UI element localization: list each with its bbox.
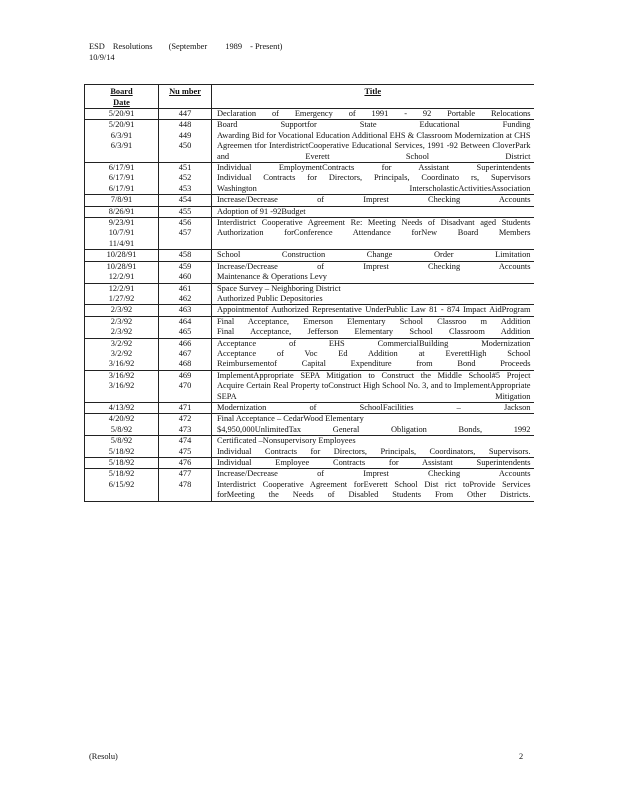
row-title: Awarding Bid for Vocational Education Additional EHS & Classroom Modernization at CHS (217, 130, 531, 140)
table-row (85, 272, 534, 283)
row-number: 454 (159, 195, 212, 206)
row-number: 463 (159, 305, 212, 316)
row-board-date: 2/3/92 (85, 305, 159, 316)
row-number: 469 (159, 370, 212, 381)
row-number: 476 (159, 458, 212, 469)
row-title: School Construction Change Order Limitation (212, 250, 534, 261)
row-number: 461 (159, 283, 212, 294)
table-row (85, 120, 534, 131)
row-number: 453 (159, 184, 212, 195)
row-title: Acceptance of EHS CommercialBuilding Modernization (212, 338, 534, 349)
table-row (85, 349, 534, 359)
row-title: Modernization of SchoolFacilities – Jackson (212, 402, 534, 413)
row-board-date: 6/15/92 (85, 480, 159, 501)
row-board-date: 8/26/91 (85, 206, 159, 217)
col-header-date: Date (113, 98, 130, 107)
table-row (85, 173, 534, 183)
row-number: 472 (159, 414, 212, 425)
table-row (85, 338, 534, 349)
row-title: Authorization forConference Attendance forNew Board Members (217, 228, 531, 238)
row-board-date: 7/8/91 (85, 195, 159, 206)
header-range-start: (September (168, 42, 208, 51)
row-number: 474 (159, 436, 212, 447)
table-row (85, 458, 534, 469)
header-date: 10/9/14 (89, 53, 115, 62)
table-row (85, 402, 534, 413)
row-title: Certificated –Nonsupervisory Employees (212, 436, 534, 447)
table-row (85, 436, 534, 447)
col-header-board-date (85, 85, 159, 109)
table-row (85, 206, 534, 217)
col-header-board: Board (110, 87, 133, 96)
table-row (85, 294, 534, 305)
row-board-date: 2/3/92 (85, 316, 159, 327)
row-board-date: 3/16/92 (85, 359, 159, 370)
row-number: 473 (159, 425, 212, 436)
footer-label: (Resolu) (89, 752, 118, 761)
row-title: Acceptance of Voc Ed Addition at EverettHigh School (217, 348, 531, 358)
table-row (85, 141, 534, 162)
row-board-date: 3/16/92 (85, 370, 159, 381)
header-title-line (89, 41, 282, 52)
resolutions-table (84, 84, 534, 502)
table-row (85, 381, 534, 402)
table-header-row (85, 85, 534, 109)
row-number: 462 (159, 294, 212, 305)
row-number: 451 (159, 163, 212, 174)
row-title: Individual EmploymentContracts for Assistant Superintendents (212, 163, 534, 174)
row-board-date: 9/23/91 (85, 218, 159, 229)
row-title: Interdistrict Cooperative Agreement forEverett School Dist rict toProvide Services forMeeting the Needs of Disabled Students From Other Districts. (212, 480, 534, 501)
row-number: 460 (159, 272, 212, 283)
row-number: 455 (159, 206, 212, 217)
table-row (85, 469, 534, 480)
row-number: 475 (159, 447, 212, 458)
table-row (85, 414, 534, 425)
row-title: Authorized Public Depositories (217, 293, 323, 303)
row-title: Board Supportfor State Educational Funding (212, 120, 534, 131)
row-number: 464 (159, 316, 212, 327)
header-range-end: - Present) (250, 42, 283, 51)
row-number: 459 (159, 261, 212, 272)
row-title: Agreemen tfor InterdistrictCooperative Educational Services, 1991 -92 Between CloverPark and Everett School District (217, 141, 531, 161)
table-body (85, 109, 534, 502)
row-board-date: 12/2/91 (85, 283, 159, 294)
table-row (85, 131, 534, 141)
row-board-date: 5/8/92 (85, 425, 159, 436)
row-number: 478 (159, 480, 212, 501)
row-title: Individual Contracts for Directors, Principals, Coordinators, Supervisors. (217, 446, 531, 456)
table-row (85, 261, 534, 272)
table-row (85, 480, 534, 501)
row-board-date: 5/18/92 (85, 447, 159, 458)
row-number: 467 (159, 349, 212, 359)
table-row (85, 283, 534, 294)
table-row (85, 370, 534, 381)
row-title: Final Acceptance – CedarWood Elementary (212, 414, 534, 425)
table-row (85, 228, 534, 238)
row-board-date: 5/20/91 (85, 109, 159, 120)
row-title: Interdistrict Cooperative Agreement Re: Meeting Needs of Disadvant aged Students (212, 218, 534, 229)
table-row (85, 250, 534, 261)
row-board-date: 6/17/91 (85, 163, 159, 174)
row-board-date: 1/27/92 (85, 294, 159, 305)
row-number: 465 (159, 327, 212, 338)
row-title: Individual Employee Contracts for Assistant Superintendents (212, 458, 534, 469)
table-row (85, 316, 534, 327)
row-number: 452 (159, 173, 212, 183)
row-title: Increase/Decrease of Imprest Checking Accounts (212, 469, 534, 480)
document-header (89, 41, 282, 63)
table-row (85, 163, 534, 174)
row-title: Final Acceptance, Jefferson Elementary School Classroom Addition (217, 327, 531, 337)
row-number: 466 (159, 338, 212, 349)
header-org: ESD (89, 42, 105, 51)
row-title: ImplementAppropriate SEPA Mitigation to Construct the Middle School#5 Project (212, 370, 534, 381)
row-board-date: 10/28/91 (85, 250, 159, 261)
row-board-date: 3/2/92 (85, 349, 159, 359)
table-row (85, 195, 534, 206)
row-board-date: 6/3/91 (85, 141, 159, 162)
table-row (85, 109, 534, 120)
table-row (85, 447, 534, 458)
row-number: 448 (159, 120, 212, 131)
row-title: Individual Contracts for Directors, Principals, Coordinato rs, Supervisors (217, 173, 531, 183)
table-row (85, 239, 534, 250)
row-board-date: 5/8/92 (85, 436, 159, 447)
row-number: 470 (159, 381, 212, 402)
table-row (85, 359, 534, 370)
row-title: Increase/Decrease of Imprest Checking Accounts (212, 195, 534, 206)
row-board-date: 3/16/92 (85, 381, 159, 402)
row-board-date: 12/2/91 (85, 272, 159, 283)
row-title: Washington InterscholasticActivitiesAssociation (217, 183, 531, 193)
row-board-date: 10/7/91 (85, 228, 159, 238)
row-board-date: 2/3/92 (85, 327, 159, 338)
row-board-date: 5/18/92 (85, 469, 159, 480)
col-header-title: Title (212, 85, 534, 109)
row-title: Increase/Decrease of Imprest Checking Accounts (212, 261, 534, 272)
row-title: Space Survey – Neighboring District (212, 283, 534, 294)
row-board-date: 4/20/92 (85, 414, 159, 425)
row-number: 449 (159, 131, 212, 141)
row-board-date: 5/18/92 (85, 458, 159, 469)
table-row (85, 305, 534, 316)
row-number: 450 (159, 141, 212, 162)
table-row (85, 184, 534, 195)
row-board-date: 6/17/91 (85, 184, 159, 195)
table-row (85, 425, 534, 436)
header-range-year: 1989 (225, 42, 243, 51)
row-board-date: 4/13/92 (85, 402, 159, 413)
row-board-date: 10/28/91 (85, 261, 159, 272)
row-number: 457 (159, 228, 212, 238)
table-row (85, 327, 534, 338)
row-board-date: 6/3/91 (85, 131, 159, 141)
row-number: 456 (159, 218, 212, 229)
row-title: Maintenance & Operations Levy (217, 272, 327, 282)
row-number (159, 239, 212, 250)
row-board-date: 11/4/91 (85, 239, 159, 250)
col-header-number: Nu mber (159, 85, 212, 109)
row-number: 468 (159, 359, 212, 370)
row-number: 471 (159, 402, 212, 413)
page-number: 2 (519, 752, 524, 761)
row-board-date: 6/17/91 (85, 173, 159, 183)
row-number: 477 (159, 469, 212, 480)
row-title: Reimbursementof Capital Expenditure from Bond Proceeds (217, 359, 531, 369)
row-title: Acquire Certain Real Property toConstruct High School No. 3, and to ImplementAppropriate SEPA Mitigation (217, 381, 531, 401)
row-title: $4,950,000UnlimitedTax General Obligation Bonds, 1992 (217, 424, 531, 434)
row-title (212, 239, 534, 250)
header-doc: Resolutions (112, 42, 153, 51)
table-row (85, 218, 534, 229)
row-number: 447 (159, 109, 212, 120)
row-board-date: 5/20/91 (85, 120, 159, 131)
row-number: 458 (159, 250, 212, 261)
row-title: Appointmentof Authorized Representative UnderPublic Law 81 - 874 Impact AidProgram (212, 305, 534, 316)
row-title: Adoption of 91 -92Budget (212, 206, 534, 217)
row-title: Declaration of Emergency of 1991 - 92 Portable Relocations (212, 109, 534, 120)
row-board-date: 3/2/92 (85, 338, 159, 349)
row-title: Final Acceptance, Emerson Elementary School Classroo m Addition (212, 316, 534, 327)
